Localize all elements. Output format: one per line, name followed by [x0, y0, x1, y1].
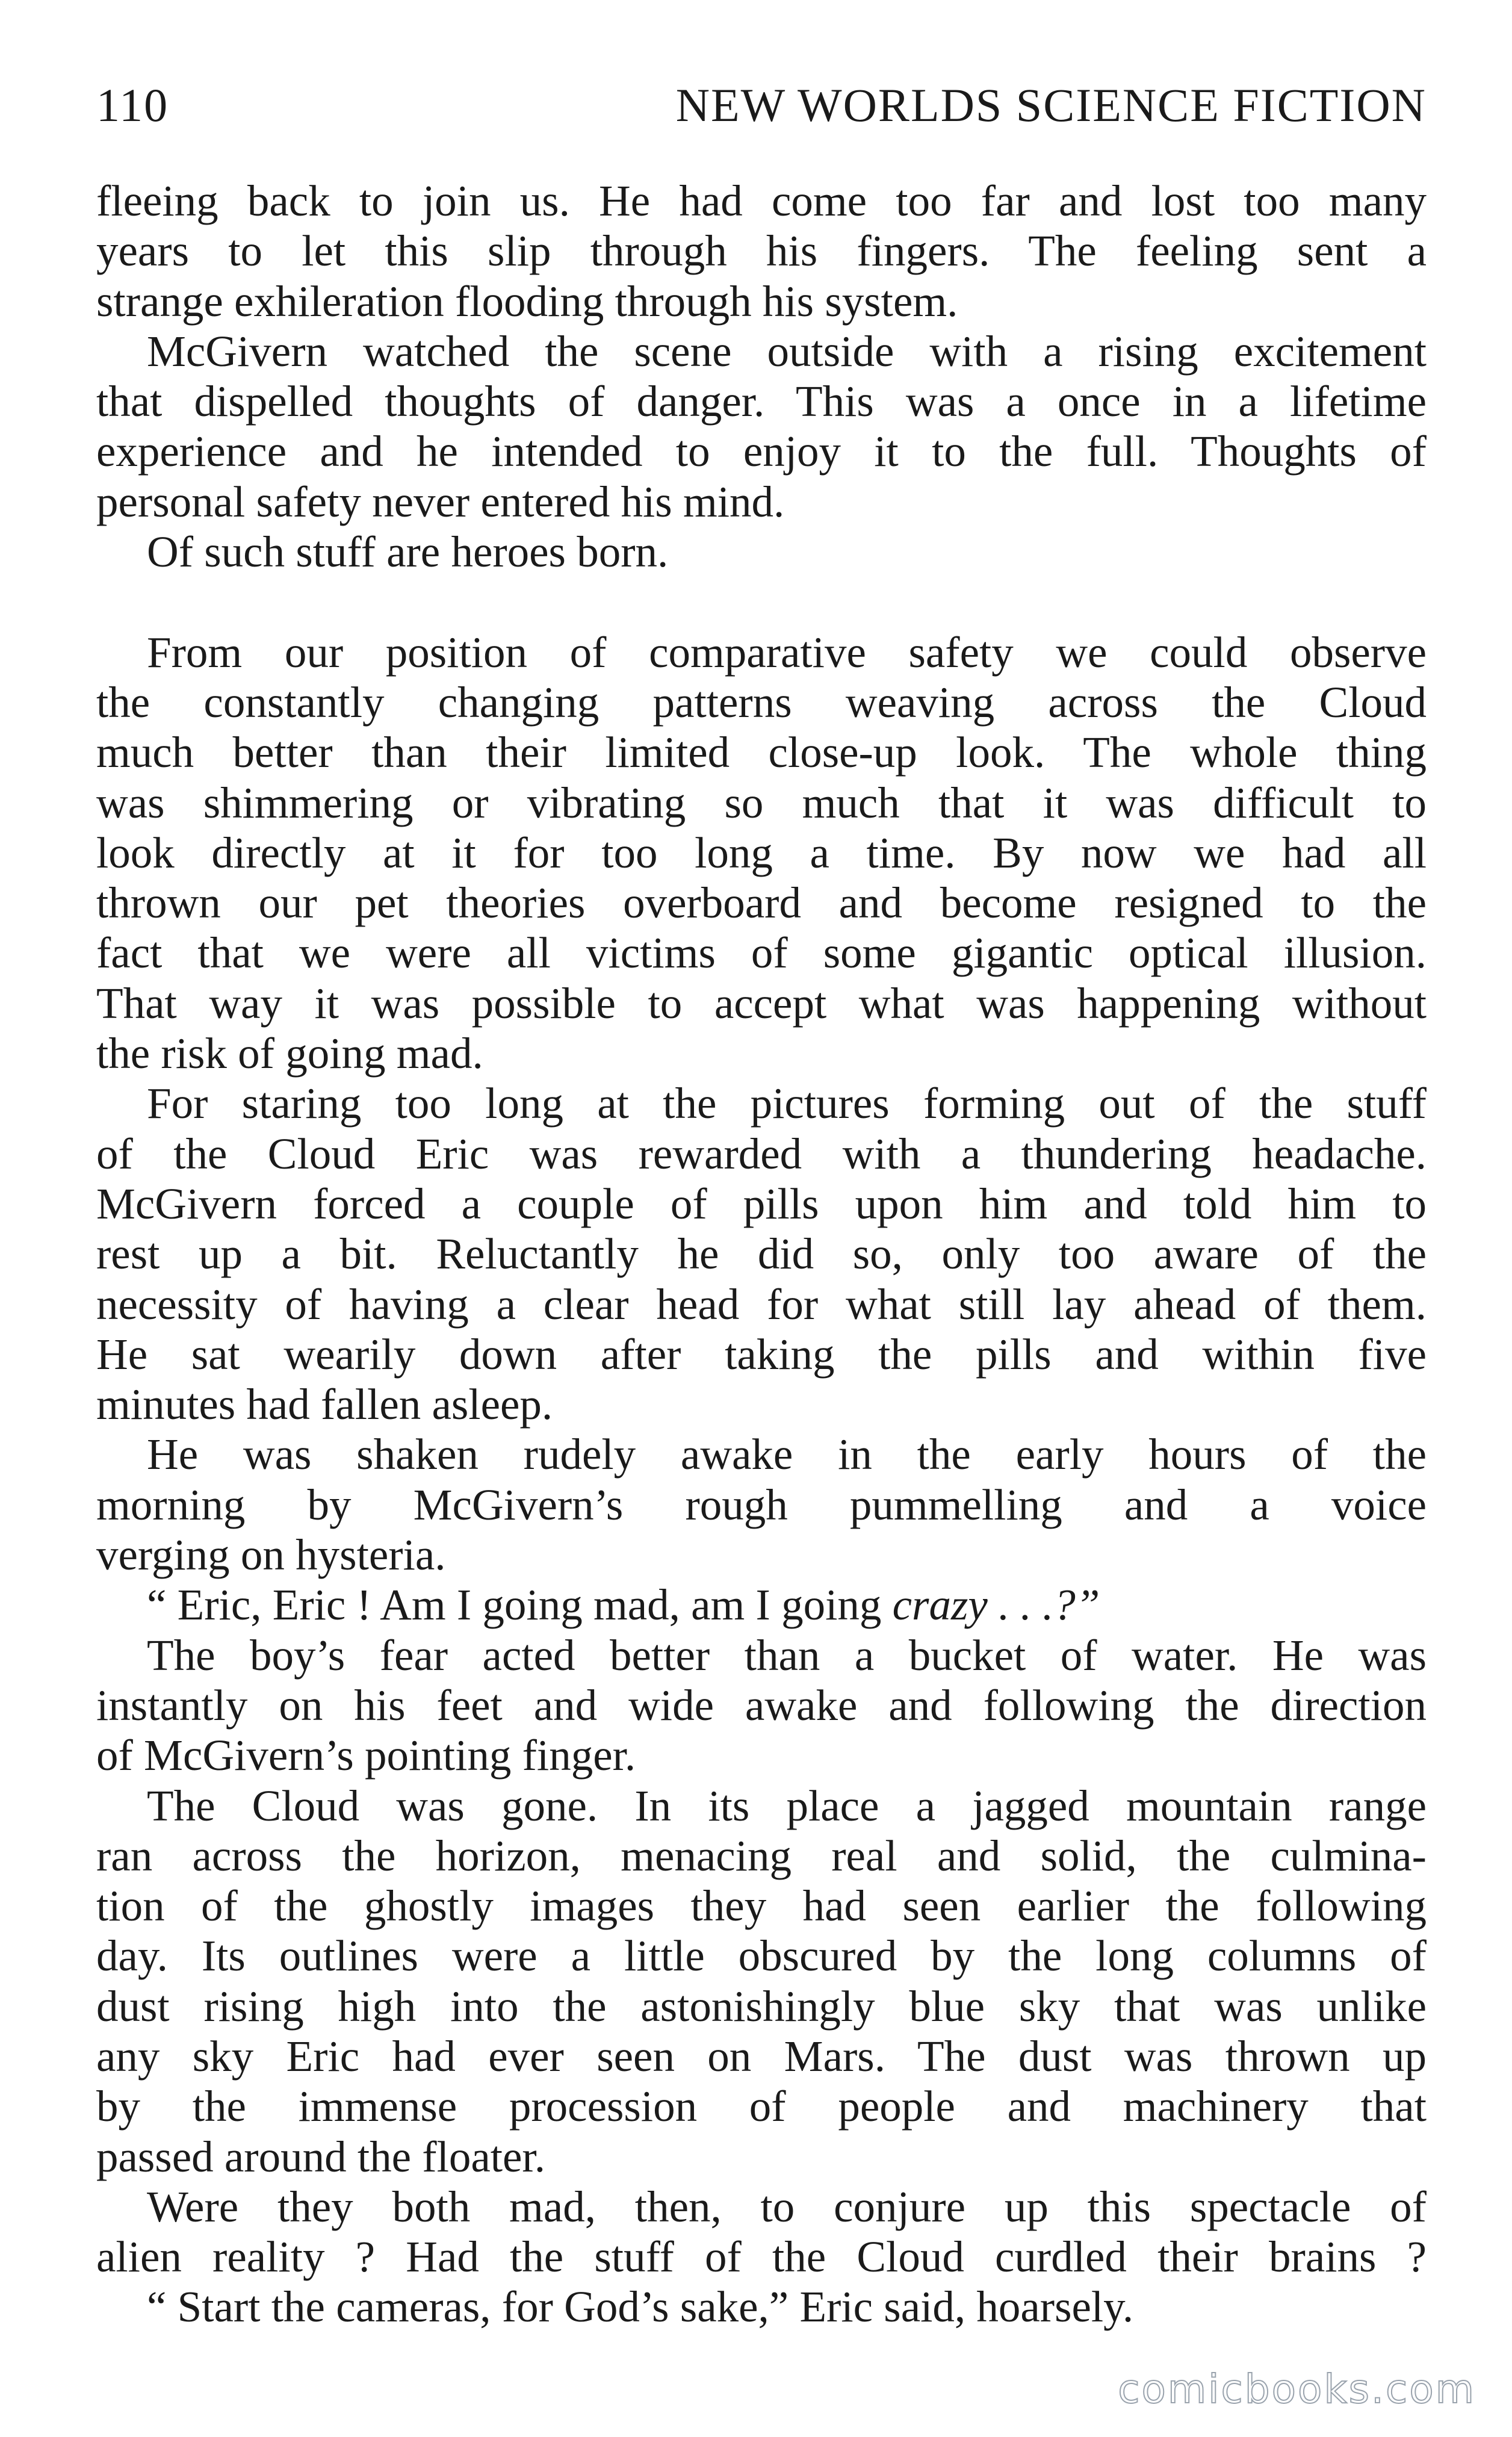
text-line: The Cloud was gone. In its place a jagged mountain range: [147, 1781, 1427, 1830]
text-line: look directly at it for too long a time. By now we had all: [96, 828, 1427, 877]
text-line: experience and he intended to enjoy it to the full. Thoughts of: [96, 427, 1427, 476]
text-line: McGivern forced a couple of pills upon him and told him to: [96, 1179, 1427, 1228]
text-line: was shimmering or vibrating so much that it was difficult to: [96, 778, 1427, 827]
text-line: He was shaken rudely awake in the early hours of the: [147, 1430, 1427, 1479]
text-line: the risk of going mad.: [96, 1029, 483, 1078]
text-line: tion of the ghostly images they had seen earlier the following: [96, 1881, 1427, 1931]
section-break: [96, 577, 1427, 627]
text-line: much better than their limited close-up look. The whole thing: [96, 728, 1427, 777]
text-line: strange exhileration flooding through his system.: [96, 276, 958, 326]
text-line: Were they both mad, then, to conjure up this spectacle of: [147, 2182, 1427, 2231]
dialogue-text: “ Eric, Eric ! Am I going mad, am I going: [147, 1580, 882, 1630]
text-line: The boy’s fear acted better than a bucket of water. He was: [147, 1630, 1427, 1680]
text-line: Of such stuff are heroes born.: [147, 527, 669, 577]
text-line: of the Cloud Eric was rewarded with a thundering headache.: [96, 1129, 1427, 1178]
text-line: From our position of comparative safety we could observe: [147, 627, 1427, 677]
text-line: McGivern watched the scene outside with a rising excitement: [147, 326, 1427, 376]
text-line: that dispelled thoughts of danger. This was a once in a lifetime: [96, 377, 1427, 426]
text-line: alien reality ? Had the stuff of the Cloud curdled their brains ?: [96, 2232, 1427, 2282]
text-line: personal safety never entered his mind.: [96, 477, 785, 526]
text-line: “ Start the cameras, for God’s sake,” Eric said, hoarsely.: [147, 2282, 1134, 2332]
text-line: morning by McGivern’s rough pummelling and a voice: [96, 1480, 1427, 1529]
text-line: day. Its outlines were a little obscured by the long columns of: [96, 1931, 1427, 1981]
page-header: [96, 72, 1427, 138]
text-line: [96, 1580, 1427, 1630]
text-line: rest up a bit. Reluctantly he did so, only too aware of the: [96, 1229, 1427, 1279]
text-line: ran across the horizon, menacing real and solid, the culmina-: [96, 1831, 1427, 1880]
text-line: passed around the floater.: [96, 2132, 545, 2181]
text-line: necessity of having a clear head for what still lay ahead of them.: [96, 1279, 1427, 1329]
watermark: comicbooks.com: [1118, 2366, 1476, 2412]
text-line: years to let this slip through his fingers. The feeling sent a: [96, 226, 1427, 276]
text-line: dust rising high into the astonishingly blue sky that was unlike: [96, 1981, 1427, 2031]
text-line: He sat wearily down after taking the pills and within five: [96, 1329, 1427, 1379]
text-line: instantly on his feet and wide awake and following the direction: [96, 1680, 1427, 1730]
text-line: For staring too long at the pictures forming out of the stuff: [147, 1079, 1427, 1128]
text-line: by the immense procession of people and machinery that: [96, 2082, 1427, 2131]
text-line: fleeing back to join us. He had come too far and lost too many: [96, 176, 1427, 225]
text-line: any sky Eric had ever seen on Mars. The dust was thrown up: [96, 2031, 1427, 2081]
running-head: NEW WORLDS SCIENCE FICTION: [675, 79, 1427, 131]
text-line: of McGivern’s pointing finger.: [96, 1731, 636, 1780]
text-line: thrown our pet theories overboard and become resigned to the: [96, 878, 1427, 928]
body-text: [96, 176, 1427, 2332]
text-line: minutes had fallen asleep.: [96, 1380, 553, 1429]
text-line: That way it was possible to accept what was happening without: [96, 978, 1427, 1028]
text-line: the constantly changing patterns weaving across the Cloud: [96, 677, 1427, 727]
text-line: verging on hysteria.: [96, 1530, 446, 1580]
page-number: 110: [96, 79, 169, 131]
dialogue-emphasis: crazy . . .?”: [892, 1580, 1100, 1630]
text-line: fact that we were all victims of some gigantic optical illusion.: [96, 928, 1427, 978]
